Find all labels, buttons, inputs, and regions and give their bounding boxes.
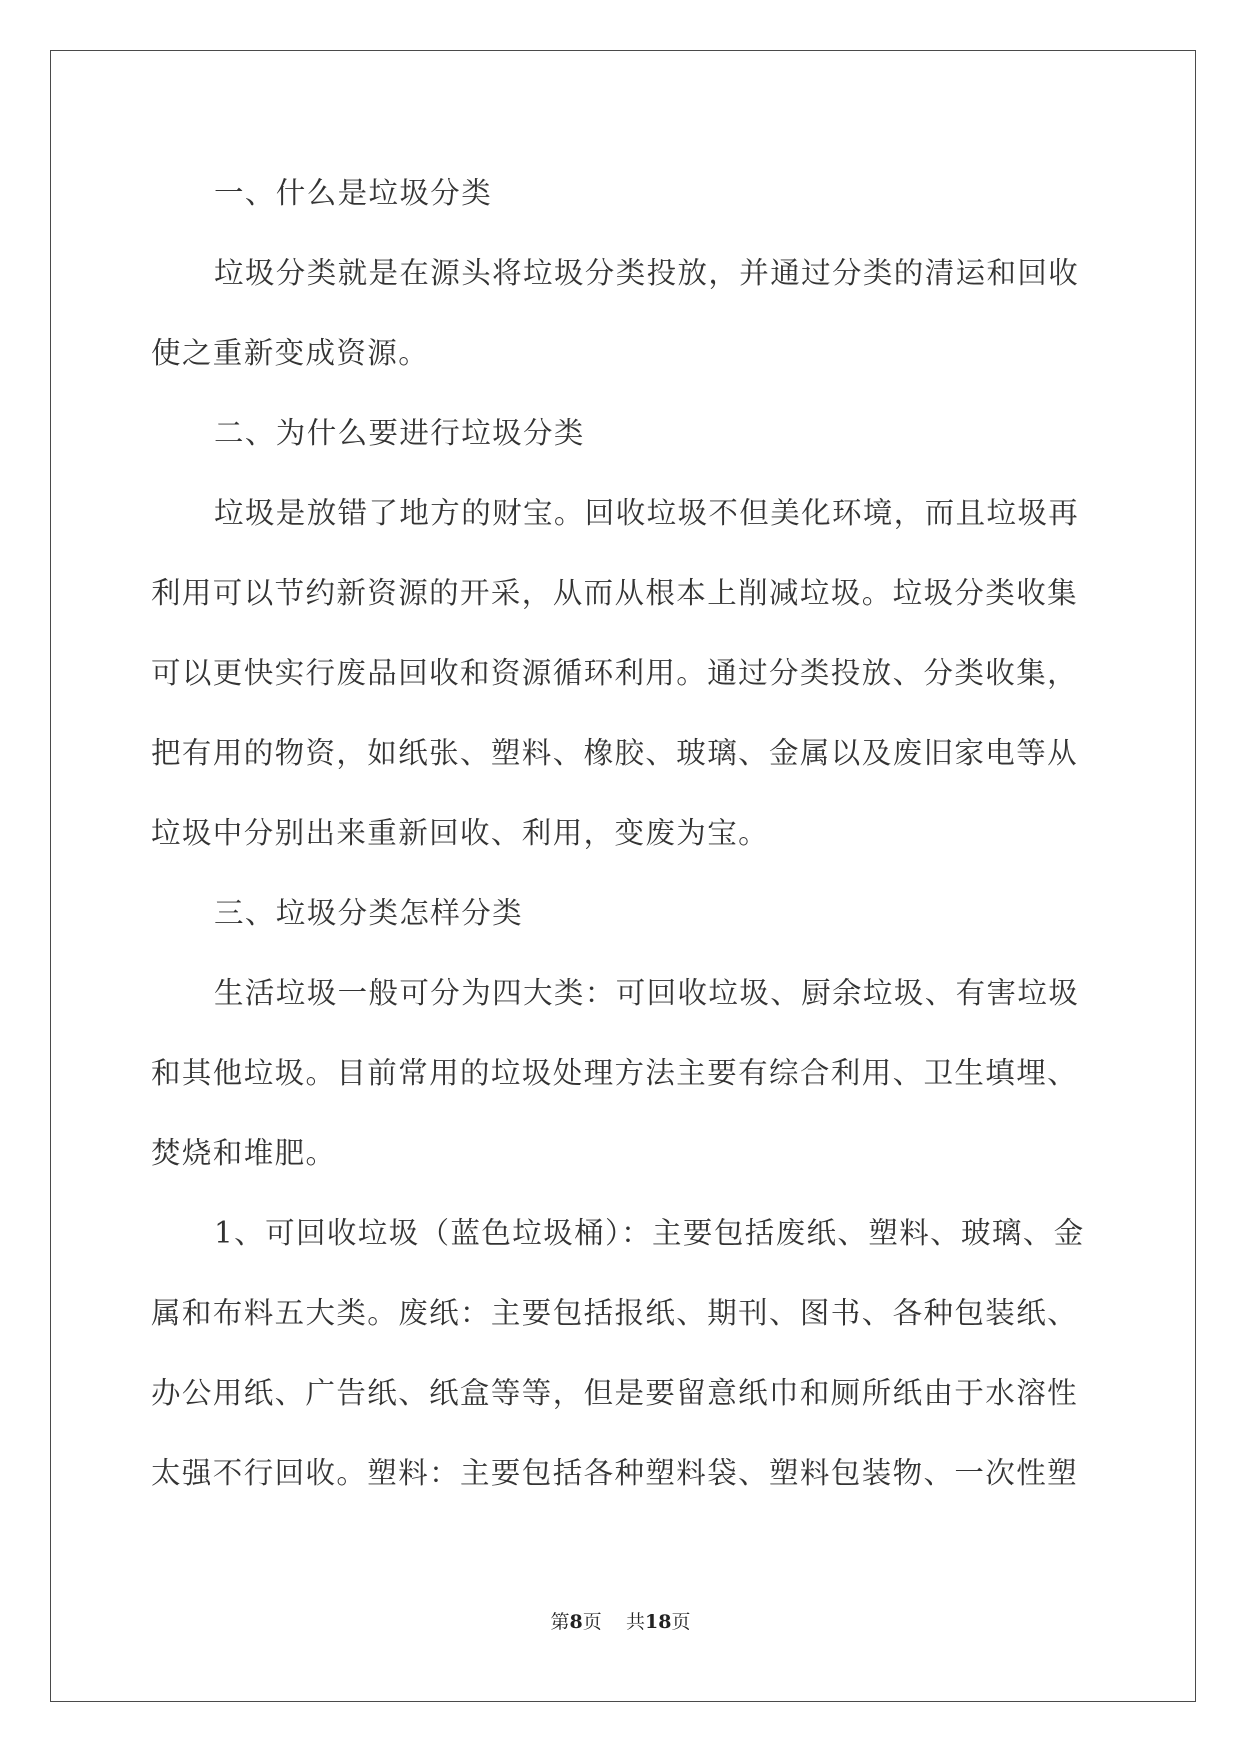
heading-how: 三、垃圾分类怎样分类 <box>214 896 524 930</box>
paragraph-line: 1、可回收垃圾（蓝色垃圾桶）：主要包括废纸、塑料、玻璃、金 <box>214 1216 1085 1250</box>
heading-why: 二、为什么要进行垃圾分类 <box>214 416 585 450</box>
paragraph-line: 使之重新变成资源。 <box>151 336 430 370</box>
footer-page-prefix: 第 <box>550 1611 570 1633</box>
heading-what-is: 一、什么是垃圾分类 <box>214 176 493 210</box>
footer-total-label: 页 <box>671 1611 691 1633</box>
footer-page-current: 8 <box>569 1611 583 1633</box>
paragraph-line: 垃圾分类就是在源头将垃圾分类投放，并通过分类的清运和回收 <box>214 256 1080 290</box>
paragraph-line: 属和布料五大类。废纸：主要包括报纸、期刊、图书、各种包装纸、 <box>151 1296 1079 1330</box>
paragraph-line: 生活垃圾一般可分为四大类：可回收垃圾、厨余垃圾、有害垃圾 <box>214 976 1080 1010</box>
paragraph-line: 和其他垃圾。目前常用的垃圾处理方法主要有综合利用、卫生填埋、 <box>151 1056 1079 1090</box>
paragraph-line: 焚烧和堆肥。 <box>151 1136 337 1170</box>
paragraph-line: 太强不行回收。塑料：主要包括各种塑料袋、塑料包装物、一次性塑 <box>151 1456 1079 1490</box>
paragraph-line: 把有用的物资，如纸张、塑料、橡胶、玻璃、金属以及废旧家电等从 <box>151 736 1079 770</box>
footer-page-label: 页 <box>582 1611 602 1633</box>
paragraph-line: 办公用纸、广告纸、纸盒等等，但是要留意纸巾和厕所纸由于水溶性 <box>151 1376 1079 1410</box>
paragraph-line: 垃圾中分别出来重新回收、利用，变废为宝。 <box>151 816 770 850</box>
footer-page-total: 18 <box>644 1611 672 1633</box>
footer-total-prefix: 共 <box>625 1611 645 1633</box>
paragraph-line: 垃圾是放错了地方的财宝。回收垃圾不但美化环境，而且垃圾再 <box>214 496 1080 530</box>
page-footer <box>0 1610 1241 1634</box>
paragraph-line: 利用可以节约新资源的开采，从而从根本上削减垃圾。垃圾分类收集 <box>151 576 1079 610</box>
paragraph-line: 可以更快实行废品回收和资源循环利用。通过分类投放、分类收集， <box>151 656 1079 690</box>
